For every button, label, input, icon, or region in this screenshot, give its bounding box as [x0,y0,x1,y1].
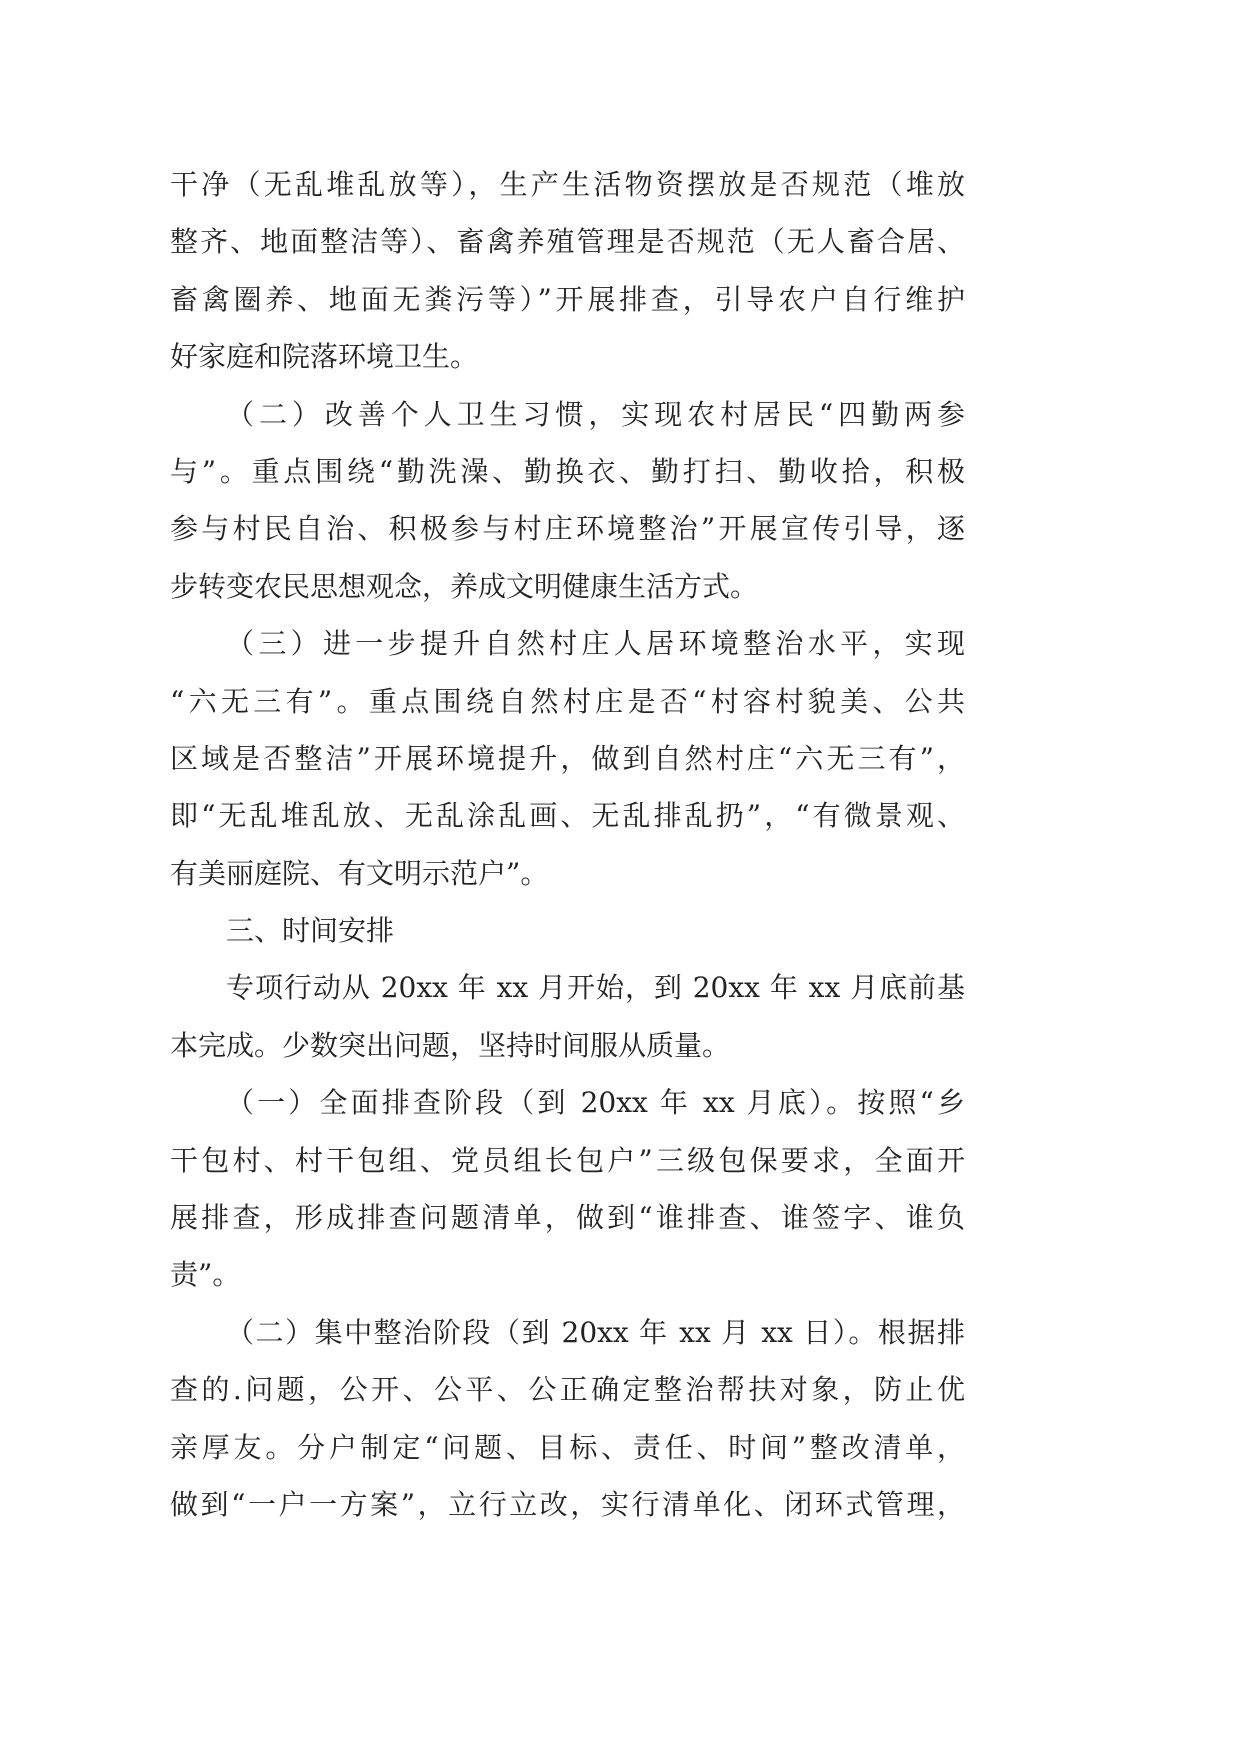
text-line: 做到“一户一方案”，立行立改，实行清单化、闭环式管理， [170,1487,965,1521]
paragraph [170,156,965,386]
section-heading: 三、时间安排 [226,914,395,948]
text-line: 亲厚友。分户制定“问题、目标、责任、时间”整改清单， [170,1430,965,1464]
text-line: 即“无乱堆乱放、无乱涂乱画、无乱排乱扔”，“有微景观、 [170,799,965,833]
text-line: 整齐、地面整洁等）、畜禽养殖管理是否规范（无人畜合居、 [170,225,965,259]
text-line: 查的.问题，公开、公平、公正确定整治帮扶对象，防止优 [170,1373,965,1407]
paragraph [170,1304,965,1534]
text-line: 展排查，形成排查问题清单，做到“谁排查、谁签字、谁负 [170,1201,965,1235]
text-line: （一）全面排查阶段（到 20xx 年 xx 月底）。按照“乡 [226,1086,965,1120]
text-line: 畜禽圈养、地面无粪污等）”开展排查，引导农户自行维护 [170,282,965,316]
text-line: 干净（无乱堆乱放等），生产生活物资摆放是否规范（堆放 [170,168,965,201]
text-line: 与”。重点围绕“勤洗澡、勤换衣、勤打扫、勤收拾，积极 [170,454,965,488]
text-line: 参与村民自治、积极参与村庄环境整治”开展宣传引导，逐 [170,512,965,546]
text-line: 责”。 [170,1258,241,1292]
text-line: 有美丽庭院、有文明示范户”。 [170,856,549,890]
text-line: “六无三有”。重点围绕自然村庄是否“村容村貌美、公共 [170,684,965,718]
paragraph [170,386,965,616]
text-line: 专项行动从 20xx 年 xx 月开始，到 20xx 年 xx 月底前基 [226,971,965,1005]
text-line: （二）集中整治阶段（到 20xx 年 xx 月 xx 日）。根据排 [226,1315,965,1349]
text-line: 本完成。少数突出问题，坚持时间服从质量。 [170,1028,731,1062]
text-line: 好家庭和院落环境卫生。 [170,340,479,374]
text-line: （三）进一步提升自然村庄人居环境整治水平，实现 [226,627,965,661]
document-body [170,156,965,1533]
text-line: 区域是否整洁”开展环境提升，做到自然村庄“六无三有”， [170,741,965,775]
paragraph [170,1074,965,1304]
text-line: 干包村、村干包组、党员组长包户”三级包保要求，全面开 [170,1143,965,1177]
paragraph [170,615,965,902]
text-line: 步转变农民思想观念，养成文明健康生活方式。 [170,569,759,603]
paragraph [170,959,965,1074]
text-line: （二）改善个人卫生习惯，实现农村居民“四勤两参 [226,397,965,431]
